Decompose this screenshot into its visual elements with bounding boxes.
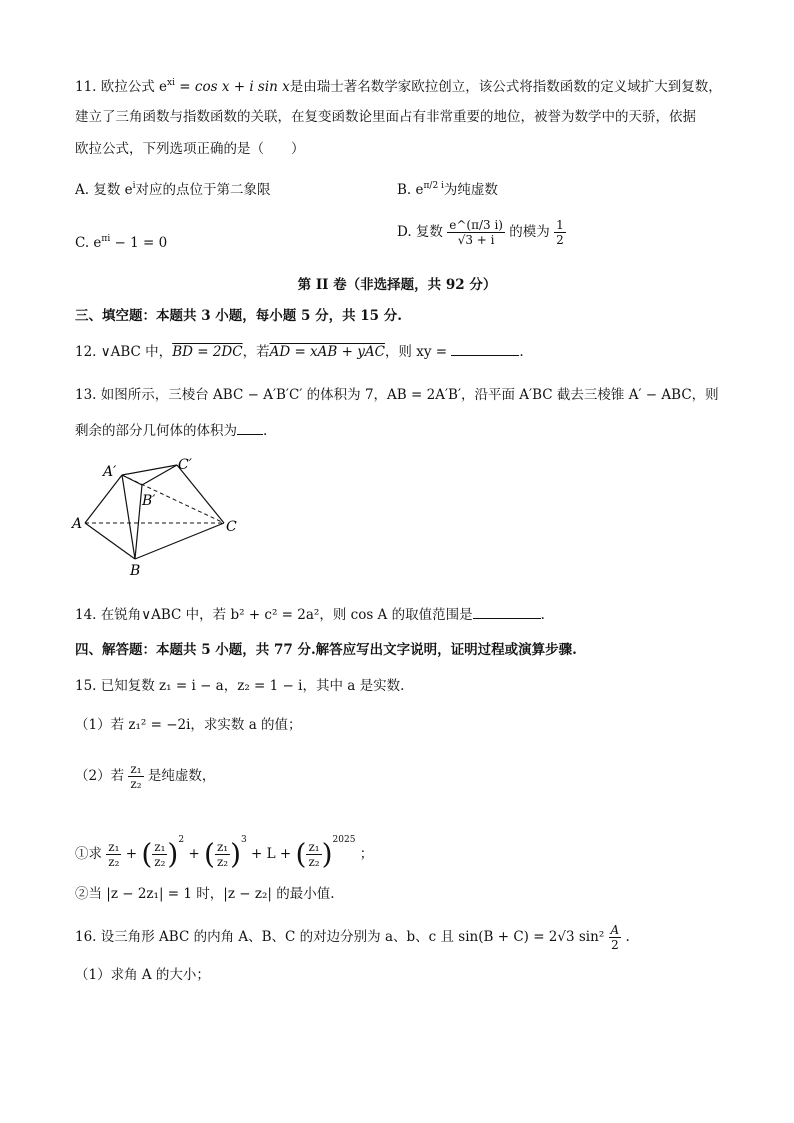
q12-text-pre: 12. ∨ABC 中， bbox=[75, 344, 173, 360]
q11-line1-pre: 11. 欧拉公式 e bbox=[75, 79, 168, 95]
q15-ellipsis: + L + bbox=[251, 846, 292, 862]
q15-term1-den: z₂ bbox=[108, 855, 120, 869]
q15-line1: 15. 已知复数 z₁ = i − a，z₂ = 1 − i，其中 a 是实数. bbox=[75, 678, 405, 694]
q13-line1: 13. 如图所示，三棱台 ABC − A′B′C′ 的体积为 7，AB = 2A′B′，沿平面 A′BC 截去三棱锥 A′ − ABC，则 bbox=[75, 387, 719, 403]
q11-option-a bbox=[75, 177, 271, 199]
q11-option-d-half bbox=[554, 218, 566, 247]
q15-term3-den: z₂ bbox=[216, 855, 229, 869]
q15-term3-num: z₁ bbox=[216, 840, 229, 854]
edge-b-c bbox=[135, 523, 224, 559]
q11-option-c-sup: πi bbox=[101, 234, 111, 244]
q15-term2 bbox=[152, 840, 167, 869]
q12-text-mid: ，若 bbox=[242, 344, 270, 360]
q15-term-last bbox=[306, 840, 321, 869]
q11-option-a-pre: A. 复数 e bbox=[75, 182, 133, 198]
edge-c1-c bbox=[177, 465, 224, 523]
q15-circle1-end: ； bbox=[359, 846, 374, 862]
q15-part1: （1）若 z₁² = −2i，求实数 a 的值； bbox=[75, 717, 302, 733]
q11-line1-sup: xi bbox=[167, 78, 176, 88]
label-a: A bbox=[72, 516, 83, 532]
q16-fraction-den: 2 bbox=[611, 938, 619, 952]
label-a-prime: A′ bbox=[103, 464, 117, 480]
q11-line3: 欧拉公式，下列选项正确的是（ ） bbox=[75, 141, 305, 157]
q15-term2-den: z₂ bbox=[154, 855, 166, 869]
q11-line1-formula: = cos x + i sin x bbox=[175, 79, 290, 95]
q15-part2-pre: （2）若 bbox=[75, 768, 125, 784]
q11-option-b bbox=[397, 177, 498, 199]
q15-plus-1: + bbox=[125, 846, 138, 862]
q12-text-post: ，则 xy = bbox=[384, 344, 448, 360]
q14-end: . bbox=[540, 607, 545, 623]
edge-a1-a bbox=[85, 475, 122, 523]
q15-circle1: ①求 $\frac{\text{z₁}}{\text{z₂}}$ + ( $\frac{\text{z₁}}{\text{z₂}}$ )$^2$ + ( $\frac{\text{z₁}}{\text{z₂}}$ )$^3$ + L + ( $\frac{\text{z₁}}{\text{z₂}}$ )$^{2025}$ ； bbox=[75, 835, 374, 871]
section3-title: 三、填空题：本题共 3 小题，每小题 5 分，共 15 分. bbox=[75, 308, 402, 324]
section4-title: 四、解答题：本题共 5 小题，共 77 分.解答应写出文字说明，证明过程或演算步骤. bbox=[75, 642, 577, 658]
q11-option-d-denominator: √3 + i bbox=[457, 233, 495, 247]
q11-option-d-mid: 的模为 bbox=[509, 224, 550, 240]
edge-b1-b bbox=[135, 485, 142, 559]
q11-option-a-sup: i bbox=[132, 181, 136, 191]
q14-text-pre: 14. 在锐角∨ABC 中，若 b² + c² = 2a²，则 cos A 的取值范围是 bbox=[75, 607, 473, 623]
q15-part2-num: z₁ bbox=[130, 762, 142, 776]
q12-end: . bbox=[519, 344, 524, 360]
q15-part2-den: z₂ bbox=[130, 777, 142, 791]
q15-part2-fraction bbox=[128, 762, 143, 791]
q15-part2 bbox=[75, 762, 215, 791]
q15-term-last-den: z₂ bbox=[308, 855, 320, 869]
q12-answer-blank[interactable] bbox=[451, 355, 519, 356]
q11-option-c-pre: C. e bbox=[75, 235, 102, 251]
edge-a-b bbox=[85, 523, 135, 559]
q11-option-a-post: 对应的点位于第二象限 bbox=[135, 182, 271, 198]
q15-circle2: ②当 |z − 2z₁| = 1 时，|z − z₂| 的最小值. bbox=[75, 886, 335, 902]
q11-option-b-pre: B. e bbox=[397, 182, 424, 198]
q13-line2-pre: 剩余的部分几何体的体积为 bbox=[75, 423, 237, 439]
q16-fraction-num: A bbox=[610, 923, 620, 937]
label-c: C bbox=[226, 519, 237, 535]
q15-term3 bbox=[215, 840, 230, 869]
q11-option-b-post: 为纯虚数 bbox=[443, 182, 498, 198]
q12-eq1: BD = 2DC bbox=[172, 344, 243, 360]
q15-part2-post: 是纯虚数， bbox=[147, 768, 216, 784]
edge-a1-b bbox=[122, 475, 135, 559]
q16-fraction bbox=[609, 923, 622, 952]
q16-part1: （1）求角 A 的大小； bbox=[75, 967, 210, 983]
q13-line2 bbox=[75, 422, 267, 440]
q15-term1-num: z₁ bbox=[108, 840, 120, 854]
q11-option-c bbox=[75, 230, 167, 252]
frustum-figure bbox=[70, 455, 250, 580]
q11-option-d-half-den: 2 bbox=[556, 233, 564, 247]
q16-line1 bbox=[75, 923, 630, 952]
q13-line2-end: . bbox=[263, 423, 268, 439]
q11-option-b-sup: π/2 i bbox=[423, 181, 444, 191]
label-c-prime: C′ bbox=[178, 457, 192, 473]
q15-term-last-num: z₁ bbox=[308, 840, 320, 854]
q15-plus-2: + bbox=[188, 846, 200, 862]
edge-a1-c-hidden bbox=[122, 475, 224, 523]
q14-line bbox=[75, 606, 545, 624]
label-b: B bbox=[130, 563, 141, 579]
label-b-prime: B′ bbox=[142, 493, 156, 509]
q16-line1-end: . bbox=[625, 929, 630, 945]
q11-option-c-post: − 1 = 0 bbox=[110, 235, 168, 251]
q11-line2: 建立了三角函数与指数函数的关联，在复变函数论里面占有非常重要的地位，被誉为数学中的天骄，依据 bbox=[75, 109, 696, 125]
q15-exp3: 3 bbox=[241, 835, 247, 845]
q11-line1-post: 是由瑞士著名数学家欧拉创立，该公式将指数函数的定义域扩大到复数， bbox=[289, 79, 722, 95]
q11-option-d bbox=[397, 218, 566, 247]
q12-eq2: AD = xAB + yAC bbox=[269, 344, 385, 360]
q12-line bbox=[75, 343, 524, 361]
q11-line1 bbox=[75, 74, 722, 96]
q15-circle1-pre: ①求 bbox=[75, 846, 102, 862]
q15-term2-num: z₁ bbox=[154, 840, 166, 854]
q16-line1-pre: 16. 设三角形 ABC 的内角 A、B、C 的对边分别为 a、b、c 且 sin(B + C) = 2√3 sin² bbox=[75, 929, 605, 945]
q11-option-d-numerator: e^(π/3 i) bbox=[449, 218, 503, 232]
q11-option-d-half-num: 1 bbox=[556, 218, 564, 232]
q15-exp-last: 2025 bbox=[332, 835, 356, 845]
q15-exp2: 2 bbox=[178, 835, 185, 845]
q11-option-d-pre: D. 复数 bbox=[397, 224, 443, 240]
q13-answer-blank[interactable] bbox=[237, 434, 263, 435]
q15-term1 bbox=[106, 840, 121, 869]
section2-title: 第 II 卷（非选择题，共 92 分） bbox=[297, 277, 497, 293]
q11-option-d-fraction bbox=[447, 218, 505, 247]
q14-answer-blank[interactable] bbox=[473, 618, 541, 619]
